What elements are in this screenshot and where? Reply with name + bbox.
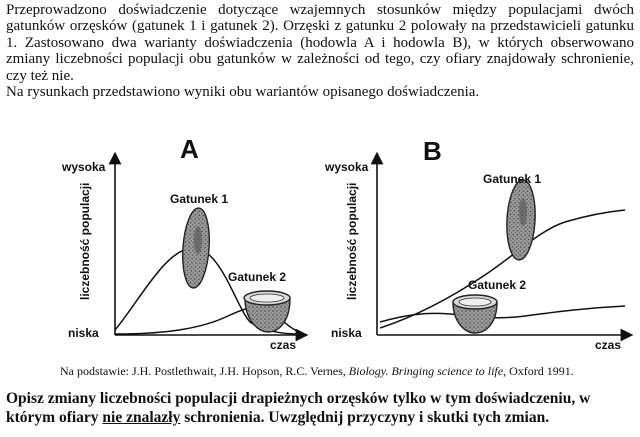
species1-label-b: Gatunek 1 <box>483 172 542 186</box>
question-part2: schronienia. Uwzględnij przyczyny i skutki tych zmian. <box>180 409 550 426</box>
y-low-label-a: niska <box>68 326 99 340</box>
question-part1: Opisz zmiany liczebności populacji drapieżnych orzęsków tylko w tym doświadczeniu, w którym ofiary <box>6 390 591 426</box>
species2-label-a: Gatunek 2 <box>228 270 287 284</box>
source-title: Biology. Bringing science to life <box>348 364 504 378</box>
y-high-label-b: wysoka <box>325 160 369 174</box>
species1-cell-icon <box>505 179 537 260</box>
intro-paragraph: Przeprowadzono doświadczenie dotyczące wzajemnych stosunków między populacjami dwóch gatunków orzęsków (gatunek 1 i gatunek 2). Orzęski z gatunku 2 polowały na przedstawicieli gatunku 1. Zastosowano dwa warianty doświadczenia (hodowla A i hodowla B), w których obserwowano zmiany liczebności populacji obu gatunków w zależności od tego, czy ofiary znajdowały schronienie, czy też nie. <box>6 2 634 84</box>
y-axis-label-a: liczebność populacji <box>78 182 92 300</box>
x-axis-label-b: czas <box>595 338 622 352</box>
species2-curve <box>380 306 625 322</box>
species2-cell-icon <box>244 291 290 332</box>
y-axis-label-b: liczebność populacji <box>345 182 359 300</box>
source-prefix: Na podstawie: J.H. Postlethwait, J.H. Hopson, R.C. Vernes, <box>60 364 346 378</box>
figure-b <box>325 130 630 355</box>
x-axis-label-a: czas <box>270 338 297 352</box>
y-high-label-a: wysoka <box>62 160 106 174</box>
species2-label-b: Gatunek 2 <box>468 278 527 292</box>
species1-label-a: Gatunek 1 <box>170 192 229 206</box>
y-low-label-b: niska <box>331 326 362 340</box>
task-intro <box>6 2 634 100</box>
figure-a-drawing <box>0 130 305 355</box>
figure-a <box>0 130 305 355</box>
task-question <box>6 389 634 427</box>
species1-curve <box>380 210 625 328</box>
panel-letter-a: A <box>180 134 199 164</box>
species2-cell-icon <box>453 295 497 333</box>
intro-figures-note: Na rysunkach przedstawiono wyniki obu wariantów opisanego doświadczenia. <box>6 84 480 101</box>
source-citation <box>60 364 574 379</box>
figure-b-drawing <box>325 130 630 355</box>
species1-cell-icon <box>180 207 212 289</box>
source-suffix: , Oxford 1991. <box>503 364 574 378</box>
question-underlined: nie znalazły <box>102 409 181 426</box>
panel-letter-b: B <box>423 136 442 166</box>
